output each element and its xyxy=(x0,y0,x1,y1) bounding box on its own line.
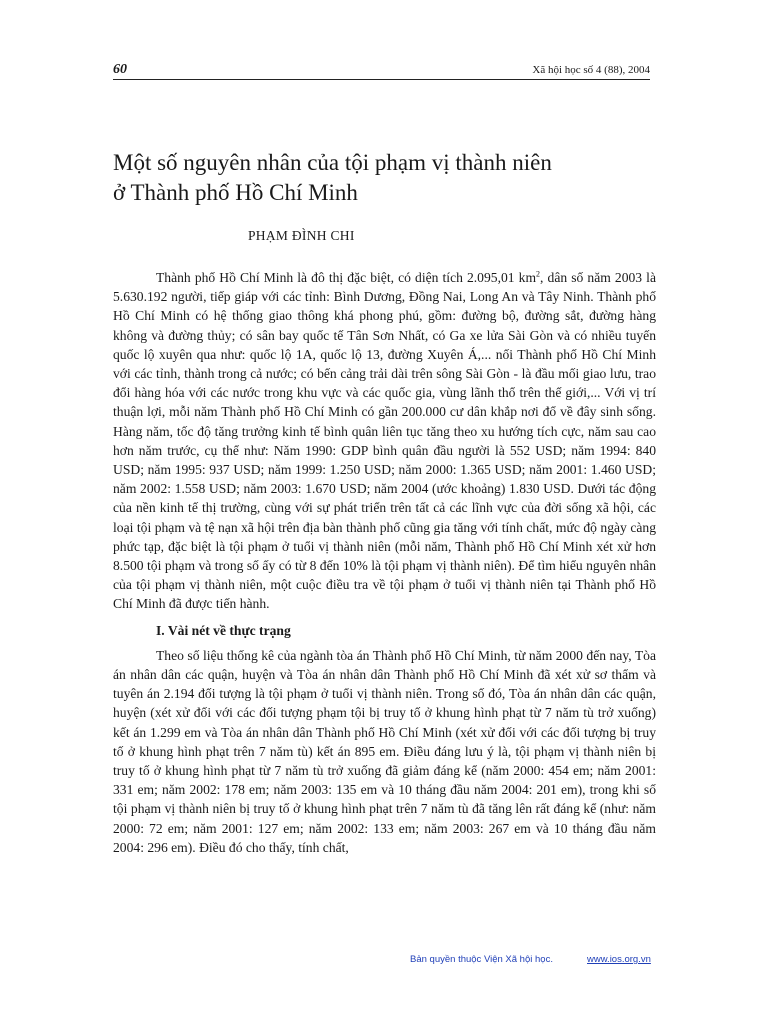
article-body xyxy=(113,268,656,857)
running-header xyxy=(113,56,650,78)
header-rule xyxy=(113,79,650,80)
section-heading-1: I. Vài nét về thực trạng xyxy=(156,622,291,638)
paragraph-intro-text-b: , dân số năm 2003 là 5.630.192 người, tiếp giáp với các tỉnh: Bình Dương, Đồng Nai, Long An và Tây Ninh. Thành phố Hồ Chí Minh có hệ thống giao thông khá phong phú, gồm: đường bộ, đường sắt, đường hàng không và đường thủy; có sân bay quốc tế Tân Sơn Nhất, có Ga xe lửa Sài Gòn và có nhiều tuyến quốc lộ xuyên qua như: quốc lộ 1A, quốc lộ 13, đường Xuyên Á,... nối Thành phố Hồ Chí Minh với các tỉnh, thành trong cả nước; có bến cảng trải dài trên sông Sài Gòn - là đầu mối giao lưu, trao đổi hàng hóa với các nước trong khu vực và các quốc gia, vùng lãnh thổ trên thế giới,... Với vị trí thuận lợi, mỗi năm Thành phố Hồ Chí Minh có gần 200.000 cư dân khắp nơi đổ về đây sinh sống. Hàng năm, tốc độ tăng trưởng kinh tế bình quân liên tục tăng theo xu hướng tích cực, năm sau cao hơn năm trước, cụ thể như: Năm 1990: GDP bình quân đầu người là 552 USD; năm 1994: 840 USD; năm 1995: 937 USD; năm 1999: 1.250 USD; năm 2000: 1.365 USD; năm 2001: 1.460 USD; năm 2002: 1.558 USD; năm 2003: 1.670 USD; năm 2004 (ước khoảng) 1.830 USD. Dưới tác động của nền kinh tế thị trường, cùng với sự phát triển trên tất cả các lĩnh vực của đời sống xã hội, các loại tội phạm và tệ nạn xã hội trên địa bàn thành phố cũng gia tăng với tính chất, mức độ ngày càng phức tạp, đặc biệt là tội phạm ở tuổi vị thành niên (mỗi năm, Thành phố Hồ Chí Minh xét xử hơn 8.500 tội phạm và trong số ấy có từ 8 đến 10% là tội phạm vị thành niên). Để tìm hiểu nguyên nhân của tội phạm vị thành niên, một cuộc điều tra về tội phạm ở tuổi vị thành niên tại Thành phố Hồ Chí Minh đã được tiến hành. xyxy=(113,270,656,612)
paragraph-intro-text-a: Thành phố Hồ Chí Minh là đô thị đặc biệt, có diện tích 2.095,01 km xyxy=(156,270,537,285)
paragraph-section-1: Theo số liệu thống kê của ngành tòa án Thành phố Hồ Chí Minh, từ năm 2000 đến nay, Tòa án nhân dân các quận, huyện và Tòa án nhân dân Thành phố Hồ Chí Minh đã xét xử sơ thẩm và tuyên án 2.194 đối tượng là tội phạm ở tuổi vị thành niên. Trong số đó, Tòa án nhân dân các quận, huyện (xét xử đối với các đối tượng phạm tội bị truy tố ở khung hình phạt từ 7 năm tù trở xuống) kết án 1.299 em và Tòa án nhân dân Thành phố Hồ Chí Minh (xét xử đối với các đối tượng bị truy tố ở khung hình phạt trên 7 năm tù) kết án 895 em. Điều đáng lưu ý là, tội phạm vị thành niên bị truy tố ở khung hình phạt từ 7 năm tù trở xuống đã giảm đáng kể (năm 2000: 454 em; năm 2001: 331 em; năm 2002: 178 em; năm 2003: 135 em và 10 tháng đầu năm 2004: 201 em), trong khi số tội phạm vị thành niên bị truy tố ở khung hình phạt trên 7 năm tù đã tăng lên rất đáng kể (như: năm 2000: 72 em; năm 2001: 127 em; năm 2002: 133 em; năm 2003: 267 em và 10 tháng đầu năm 2004: 296 em). Điều đó cho thấy, tính chất, xyxy=(113,647,656,855)
copyright-notice: Bản quyền thuộc Viện Xã hội học. xyxy=(410,954,553,965)
paragraph-intro xyxy=(113,268,656,614)
website-link[interactable]: www.ios.org.vn xyxy=(587,954,651,965)
page-number: 60 xyxy=(113,62,127,77)
page-footer xyxy=(410,954,651,965)
superscript-2: 2 xyxy=(536,269,541,279)
journal-citation: Xã hội học số 4 (88), 2004 xyxy=(532,64,650,76)
title-line-2: ở Thành phố Hồ Chí Minh xyxy=(113,180,358,205)
title-line-1: Một số nguyên nhân của tội phạm vị thành niên xyxy=(113,150,552,175)
article-title xyxy=(113,148,673,208)
author-name: PHẠM ĐÌNH CHI xyxy=(248,228,355,243)
